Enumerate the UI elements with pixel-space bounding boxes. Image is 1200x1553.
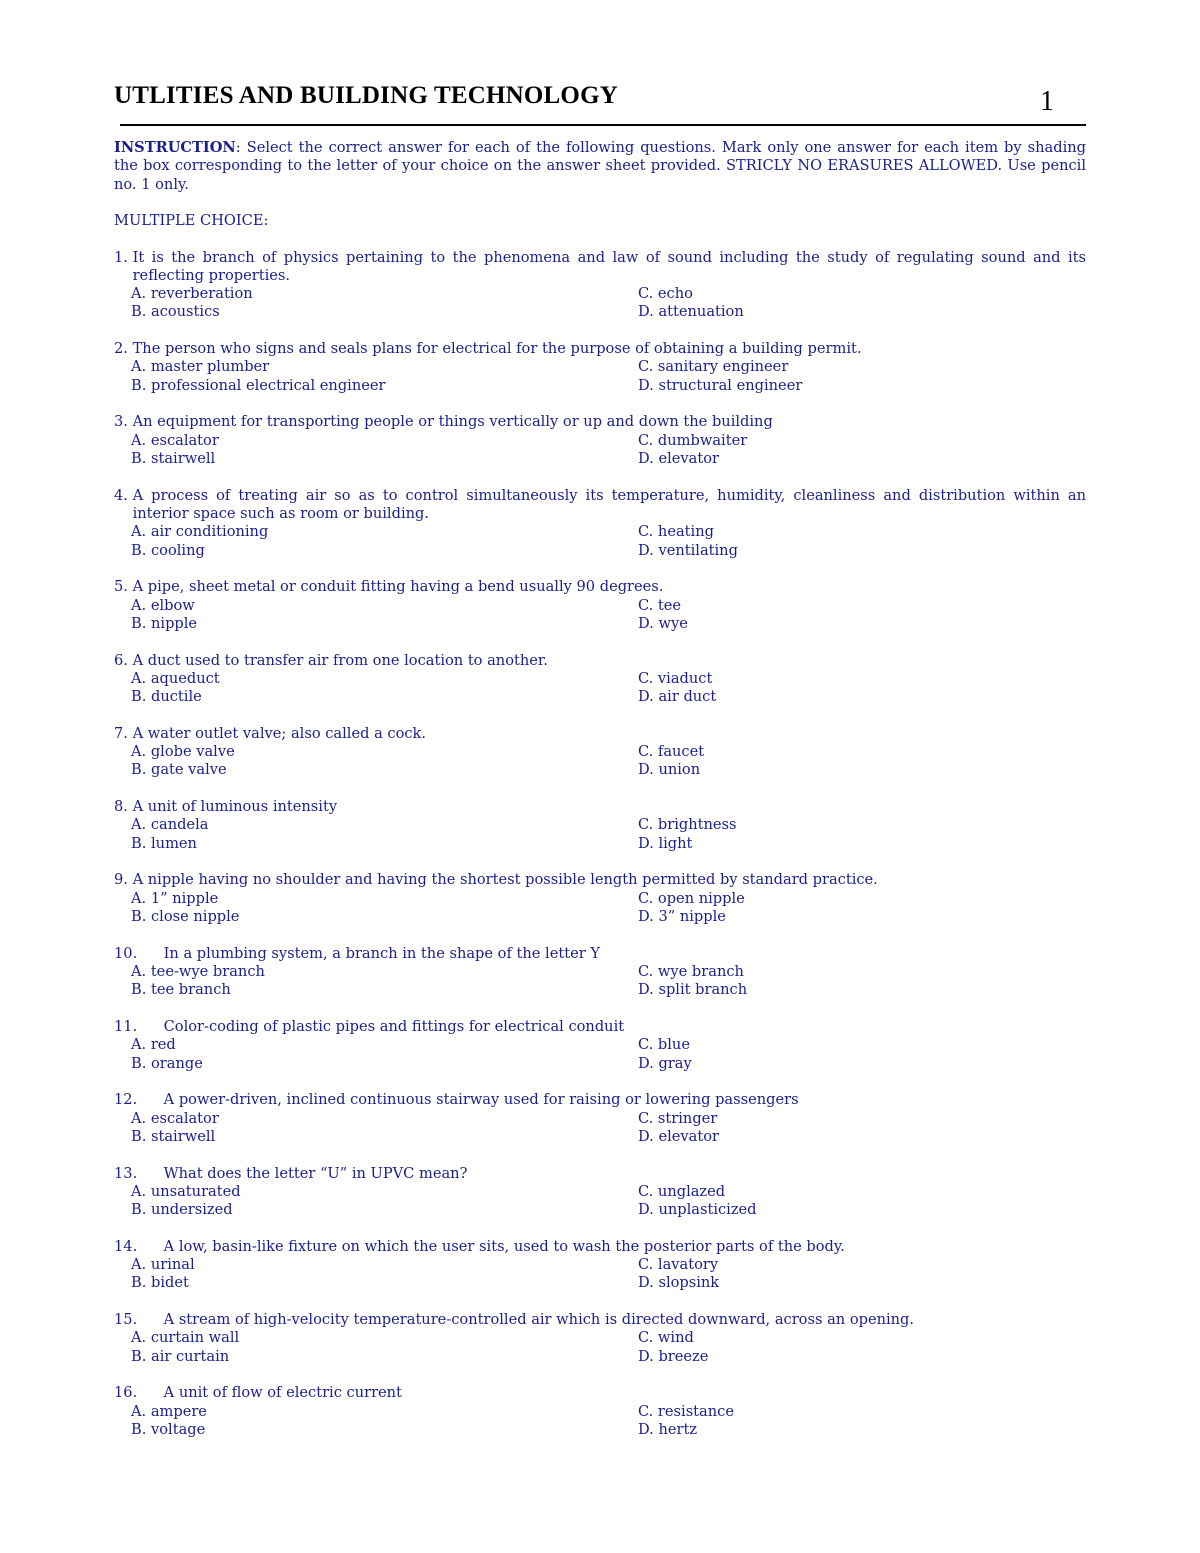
instruction-text: : Select the correct answer for each of the following questions. Mark only one answer for each item by shading the box corresponding to the letter of your choice on the answer sheet provided. STRICLY NO ERASURES ALLOWED. Use pencil no. 1 only.	[114, 139, 1086, 193]
choice-a: A. urinal	[131, 1256, 195, 1274]
answer-choices	[114, 597, 1086, 634]
question-item	[114, 249, 1086, 322]
question-number: 4.	[114, 486, 128, 504]
answer-choices	[114, 358, 1086, 395]
choice-d: D. gray	[638, 1054, 692, 1072]
choice-a: A. master plumber	[131, 358, 270, 376]
question-stem	[114, 945, 1086, 963]
answer-choices	[114, 523, 1086, 560]
question-text: A power-driven, inclined continuous stairway used for raising or lowering passengers	[163, 1091, 799, 1109]
choice-c: C. stringer	[638, 1109, 718, 1127]
choice-b: B. stairwell	[131, 450, 216, 468]
choice-a: A. ampere	[131, 1402, 207, 1420]
question-stem	[114, 798, 1086, 816]
choice-a: A. globe valve	[131, 743, 235, 761]
question-item	[114, 578, 1086, 633]
question-stem	[114, 487, 1086, 524]
choice-a: A. reverberation	[131, 285, 253, 303]
question-list	[114, 249, 1086, 1440]
question-text: A stream of high-velocity temperature-controlled air which is directed downward, across an opening.	[163, 1311, 915, 1329]
question-number: 3.	[114, 413, 128, 431]
question-item	[114, 1165, 1086, 1220]
choice-b: B. bidet	[131, 1274, 189, 1292]
instruction-label: INSTRUCTION	[114, 139, 236, 156]
question-text: An equipment for transporting people or things vertically or up and down the building	[132, 413, 773, 431]
choice-c: C. viaduct	[638, 669, 713, 687]
answer-choices	[114, 670, 1086, 707]
question-item	[114, 945, 1086, 1000]
question-item	[114, 340, 1086, 395]
choice-c: C. tee	[638, 596, 682, 614]
choice-a: A. elbow	[131, 596, 195, 614]
answer-choices	[114, 816, 1086, 853]
question-text: A nipple having no shoulder and having the shortest possible length permitted by standard practice.	[132, 871, 878, 889]
choice-d: D. light	[638, 834, 693, 852]
choice-c: C. blue	[638, 1036, 690, 1054]
choice-b: B. close nipple	[131, 908, 240, 926]
page-title: UTLITIES AND BUILDING TECHNOLOGY	[114, 82, 618, 109]
question-text: Color-coding of plastic pipes and fittings for electrical conduit	[163, 1017, 625, 1035]
choice-c: C. resistance	[638, 1402, 734, 1420]
question-number: 15.	[114, 1311, 138, 1329]
choice-b: B. professional electrical engineer	[131, 376, 386, 394]
page-number: 1	[1040, 86, 1054, 117]
question-text: It is the branch of physics pertaining to the phenomena and law of sound including the study of regulating sound and its reflecting properties.	[132, 248, 1086, 284]
choice-b: B. orange	[131, 1054, 203, 1072]
choice-b: B. undersized	[131, 1201, 233, 1219]
question-text: A unit of flow of electric current	[163, 1384, 402, 1402]
choice-b: B. cooling	[131, 541, 205, 559]
question-item	[114, 871, 1086, 926]
question-number: 7.	[114, 724, 128, 742]
answer-choices	[114, 743, 1086, 780]
question-number: 2.	[114, 340, 128, 358]
choice-a: A. escalator	[131, 431, 219, 449]
question-number: 9.	[114, 871, 128, 889]
question-item	[114, 487, 1086, 560]
question-stem	[114, 652, 1086, 670]
answer-choices	[114, 1329, 1086, 1366]
choice-b: B. ductile	[131, 688, 202, 706]
section-label: MULTIPLE CHOICE:	[114, 211, 269, 229]
answer-choices	[114, 1036, 1086, 1073]
question-number: 12.	[114, 1091, 138, 1109]
choice-c: C. brightness	[638, 816, 737, 834]
answer-choices	[114, 963, 1086, 1000]
choice-d: D. structural engineer	[638, 376, 803, 394]
question-number: 10.	[114, 944, 138, 962]
question-stem	[114, 1384, 1086, 1402]
choice-c: C. heating	[638, 523, 714, 541]
choice-b: B. acoustics	[131, 303, 220, 321]
question-stem	[114, 1238, 1086, 1256]
choice-a: A. curtain wall	[131, 1329, 240, 1347]
question-stem	[114, 1091, 1086, 1109]
choice-b: B. tee branch	[131, 981, 231, 999]
choice-d: D. ventilating	[638, 541, 738, 559]
question-text: A water outlet valve; also called a cock.	[132, 724, 427, 742]
question-text: A unit of luminous intensity	[132, 798, 338, 816]
question-stem	[114, 340, 1086, 358]
choice-a: A. candela	[131, 816, 209, 834]
question-number: 11.	[114, 1017, 138, 1035]
question-item	[114, 725, 1086, 780]
choice-c: C. echo	[638, 285, 693, 303]
choice-c: C. lavatory	[638, 1256, 719, 1274]
choice-a: A. 1” nipple	[131, 889, 219, 907]
question-item	[114, 1384, 1086, 1439]
choice-b: B. air curtain	[131, 1347, 230, 1365]
question-item	[114, 1238, 1086, 1293]
question-text: A pipe, sheet metal or conduit fitting having a bend usually 90 degrees.	[132, 578, 664, 596]
choice-a: A. escalator	[131, 1109, 219, 1127]
choice-a: A. red	[131, 1036, 176, 1054]
question-stem	[114, 413, 1086, 431]
choice-a: A. air conditioning	[131, 523, 269, 541]
answer-choices	[114, 1110, 1086, 1147]
choice-a: A. tee-wye branch	[131, 963, 265, 980]
question-number: 14.	[114, 1237, 138, 1255]
choice-c: C. sanitary engineer	[638, 358, 789, 376]
choice-c: C. unglazed	[638, 1182, 726, 1200]
choice-a: A. aqueduct	[131, 669, 220, 687]
choice-c: C. dumbwaiter	[638, 431, 748, 449]
question-item	[114, 1311, 1086, 1366]
answer-choices	[114, 1403, 1086, 1440]
question-number: 5.	[114, 578, 128, 596]
question-text: In a plumbing system, a branch in the shape of the letter Y	[163, 944, 600, 962]
question-stem	[114, 249, 1086, 286]
question-stem	[114, 1018, 1086, 1036]
choice-b: B. lumen	[131, 834, 197, 852]
question-item	[114, 798, 1086, 853]
choice-c: C. wind	[638, 1329, 694, 1347]
question-number: 6.	[114, 651, 128, 669]
answer-choices	[114, 432, 1086, 469]
choice-d: D. elevator	[638, 450, 719, 468]
question-number: 1.	[114, 248, 128, 266]
header-rule	[120, 124, 1086, 126]
question-text: What does the letter “U” in UPVC mean?	[163, 1164, 468, 1182]
choice-b: B. voltage	[131, 1420, 206, 1438]
choice-b: B. nipple	[131, 614, 198, 632]
exam-content	[114, 139, 1086, 1439]
choice-d: D. attenuation	[638, 303, 744, 321]
question-item	[114, 652, 1086, 707]
choice-d: D. split branch	[638, 981, 748, 999]
answer-choices	[114, 1183, 1086, 1220]
choice-d: D. elevator	[638, 1127, 719, 1145]
answer-choices	[114, 1256, 1086, 1293]
question-stem	[114, 1165, 1086, 1183]
question-number: 13.	[114, 1164, 138, 1182]
choice-d: D. unplasticized	[638, 1201, 757, 1219]
question-text: A low, basin-like fixture on which the user sits, used to wash the posterior parts of the body.	[163, 1237, 845, 1255]
choice-d: D. union	[638, 761, 701, 779]
choice-b: B. stairwell	[131, 1127, 216, 1145]
question-stem	[114, 871, 1086, 889]
choice-d: D. breeze	[638, 1347, 709, 1365]
choice-d: D. wye	[638, 614, 688, 632]
question-item	[114, 1091, 1086, 1146]
choice-d: D. 3” nipple	[638, 908, 726, 926]
question-stem	[114, 578, 1086, 596]
choice-c: C. open nipple	[638, 889, 745, 907]
question-stem	[114, 725, 1086, 743]
question-item	[114, 1018, 1086, 1073]
question-stem	[114, 1311, 1086, 1329]
answer-choices	[114, 890, 1086, 927]
answer-choices	[114, 285, 1086, 322]
question-text: A process of treating air so as to control simultaneously its temperature, humidity, cleanliness and distribution within an interior space such as room or building.	[132, 486, 1086, 523]
choice-c: C. wye branch	[638, 963, 744, 980]
choice-a: A. unsaturated	[131, 1182, 241, 1200]
question-number: 8.	[114, 798, 128, 816]
question-number: 16.	[114, 1384, 138, 1402]
choice-d: D. slopsink	[638, 1274, 720, 1292]
choice-d: D. hertz	[638, 1420, 698, 1438]
choice-c: C. faucet	[638, 743, 705, 761]
choice-b: B. gate valve	[131, 761, 227, 779]
question-text: A duct used to transfer air from one location to another.	[132, 651, 548, 669]
question-text: The person who signs and seals plans for electrical for the purpose of obtaining a building permit.	[132, 340, 862, 358]
choice-d: D. air duct	[638, 688, 717, 706]
instruction-paragraph	[114, 139, 1086, 194]
question-item	[114, 413, 1086, 468]
